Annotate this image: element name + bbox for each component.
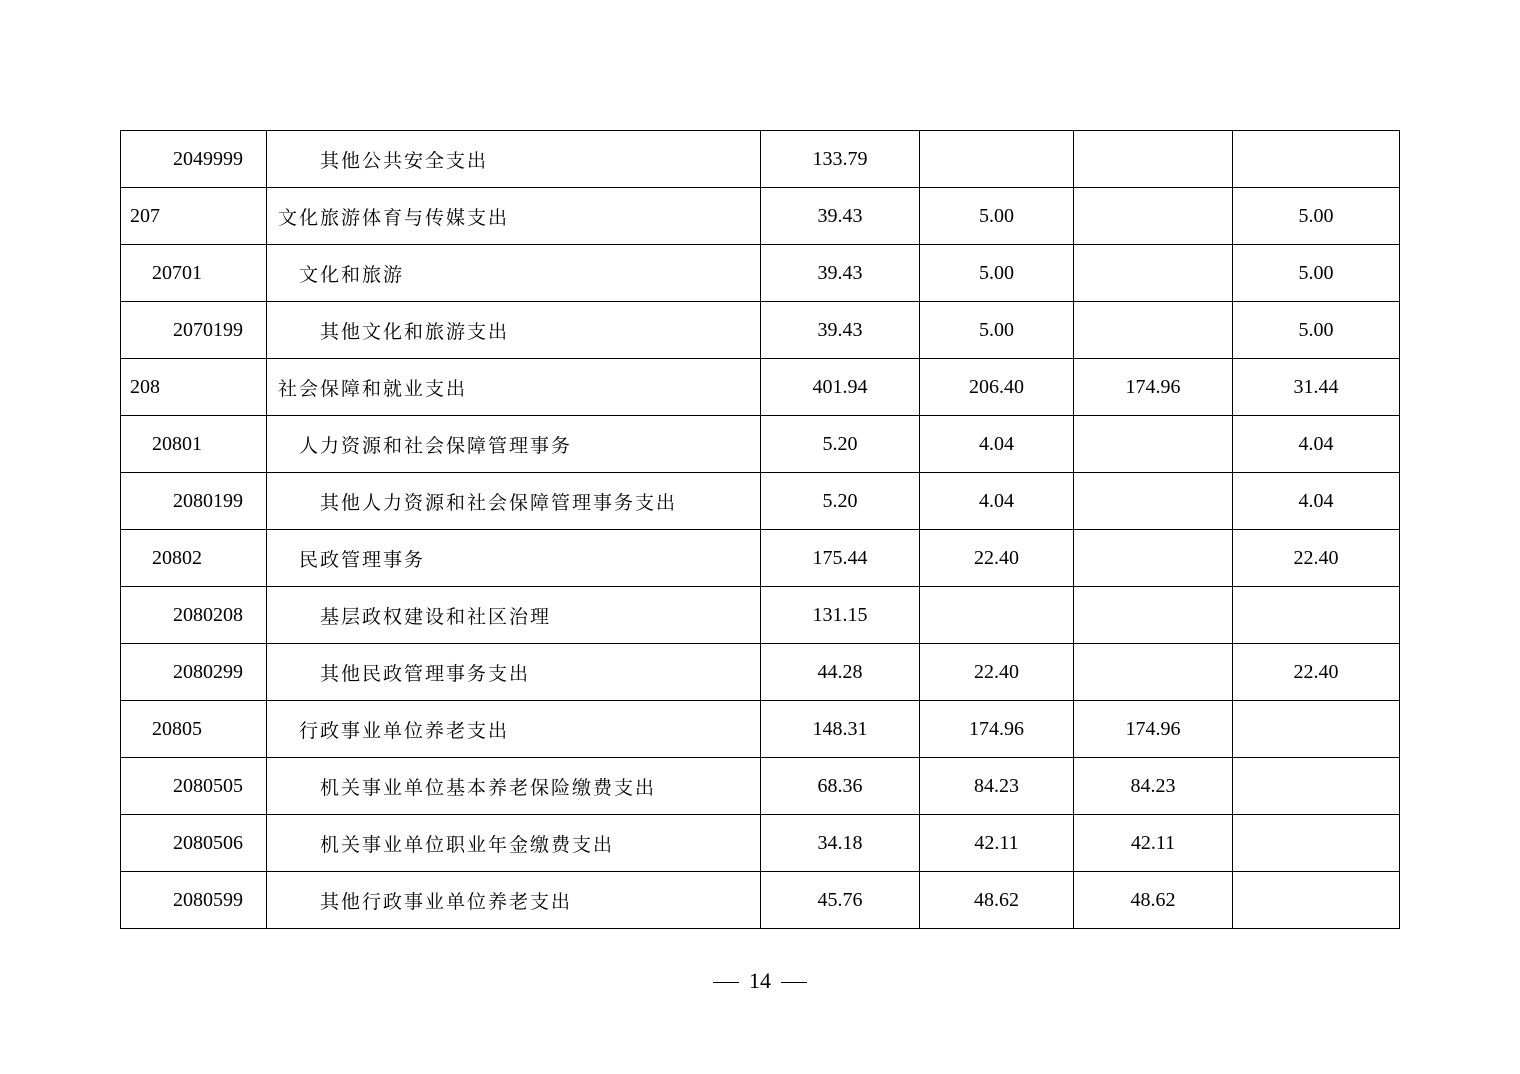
- table-row: [121, 587, 1400, 644]
- row-value-2: 84.23: [920, 758, 1074, 815]
- row-value-1: 175.44: [761, 530, 920, 587]
- row-value-1: 5.20: [761, 416, 920, 473]
- row-code: 2070199: [121, 302, 267, 359]
- row-value-3: [1074, 131, 1233, 188]
- row-value-2: [920, 587, 1074, 644]
- row-code: 2049999: [121, 131, 267, 188]
- row-name: 机关事业单位基本养老保险缴费支出: [267, 758, 761, 815]
- row-value-3: [1074, 188, 1233, 245]
- row-name: 其他公共安全支出: [267, 131, 761, 188]
- row-value-3: [1074, 416, 1233, 473]
- row-value-4: 5.00: [1233, 245, 1400, 302]
- page-footer: [0, 968, 1520, 994]
- row-value-3: [1074, 530, 1233, 587]
- table-row: [121, 644, 1400, 701]
- table-row: [121, 188, 1400, 245]
- row-name: 其他行政事业单位养老支出: [267, 872, 761, 929]
- row-name: 文化和旅游: [267, 245, 761, 302]
- row-value-4: [1233, 872, 1400, 929]
- footer-dash-right: [781, 982, 807, 983]
- row-value-1: 5.20: [761, 473, 920, 530]
- row-code: 20802: [121, 530, 267, 587]
- row-value-1: 39.43: [761, 245, 920, 302]
- row-value-1: 39.43: [761, 302, 920, 359]
- row-value-2: 206.40: [920, 359, 1074, 416]
- row-code: 208: [121, 359, 267, 416]
- row-value-2: 4.04: [920, 416, 1074, 473]
- row-value-2: 5.00: [920, 188, 1074, 245]
- row-value-3: 42.11: [1074, 815, 1233, 872]
- row-code: 2080208: [121, 587, 267, 644]
- row-value-4: 22.40: [1233, 644, 1400, 701]
- row-value-2: 22.40: [920, 644, 1074, 701]
- row-name: 人力资源和社会保障管理事务: [267, 416, 761, 473]
- row-value-4: 4.04: [1233, 473, 1400, 530]
- row-value-4: [1233, 587, 1400, 644]
- row-code: 20805: [121, 701, 267, 758]
- row-name: 社会保障和就业支出: [267, 359, 761, 416]
- row-value-1: 133.79: [761, 131, 920, 188]
- row-value-4: 31.44: [1233, 359, 1400, 416]
- row-code: 2080506: [121, 815, 267, 872]
- row-value-3: [1074, 245, 1233, 302]
- row-value-3: 48.62: [1074, 872, 1233, 929]
- row-code: 2080199: [121, 473, 267, 530]
- row-value-4: 4.04: [1233, 416, 1400, 473]
- row-value-4: 22.40: [1233, 530, 1400, 587]
- row-value-4: 5.00: [1233, 302, 1400, 359]
- row-value-3: [1074, 644, 1233, 701]
- table-row: [121, 815, 1400, 872]
- row-code: 20801: [121, 416, 267, 473]
- row-name: 文化旅游体育与传媒支出: [267, 188, 761, 245]
- row-name: 基层政权建设和社区治理: [267, 587, 761, 644]
- table-row: [121, 701, 1400, 758]
- table-row: [121, 872, 1400, 929]
- row-value-4: [1233, 131, 1400, 188]
- row-name: 机关事业单位职业年金缴费支出: [267, 815, 761, 872]
- row-value-2: 174.96: [920, 701, 1074, 758]
- table-row: [121, 302, 1400, 359]
- row-code: 207: [121, 188, 267, 245]
- row-value-1: 131.15: [761, 587, 920, 644]
- row-name: 其他民政管理事务支出: [267, 644, 761, 701]
- table-row: [121, 530, 1400, 587]
- row-value-1: 39.43: [761, 188, 920, 245]
- row-code: 20701: [121, 245, 267, 302]
- row-value-1: 68.36: [761, 758, 920, 815]
- row-name: 行政事业单位养老支出: [267, 701, 761, 758]
- row-code: 2080599: [121, 872, 267, 929]
- row-value-3: 174.96: [1074, 701, 1233, 758]
- row-code: 2080299: [121, 644, 267, 701]
- row-value-3: [1074, 473, 1233, 530]
- row-value-4: [1233, 815, 1400, 872]
- table-body: [121, 131, 1400, 929]
- row-name: 其他人力资源和社会保障管理事务支出: [267, 473, 761, 530]
- row-value-2: 42.11: [920, 815, 1074, 872]
- row-value-3: [1074, 587, 1233, 644]
- row-value-3: [1074, 302, 1233, 359]
- budget-table: [120, 130, 1400, 929]
- row-value-1: 34.18: [761, 815, 920, 872]
- footer-dash-left: [713, 982, 739, 983]
- table-row: [121, 359, 1400, 416]
- row-name: 其他文化和旅游支出: [267, 302, 761, 359]
- page-number: 14: [749, 968, 771, 993]
- row-value-2: 5.00: [920, 302, 1074, 359]
- table-row: [121, 245, 1400, 302]
- row-value-4: [1233, 758, 1400, 815]
- row-value-3: 174.96: [1074, 359, 1233, 416]
- row-value-4: 5.00: [1233, 188, 1400, 245]
- row-value-2: [920, 131, 1074, 188]
- row-value-4: [1233, 701, 1400, 758]
- row-value-2: 5.00: [920, 245, 1074, 302]
- row-code: 2080505: [121, 758, 267, 815]
- row-value-2: 4.04: [920, 473, 1074, 530]
- row-value-2: 22.40: [920, 530, 1074, 587]
- row-value-1: 401.94: [761, 359, 920, 416]
- row-value-1: 45.76: [761, 872, 920, 929]
- table-row: [121, 416, 1400, 473]
- row-value-2: 48.62: [920, 872, 1074, 929]
- row-name: 民政管理事务: [267, 530, 761, 587]
- table-row: [121, 758, 1400, 815]
- row-value-1: 44.28: [761, 644, 920, 701]
- table-row: [121, 131, 1400, 188]
- row-value-1: 148.31: [761, 701, 920, 758]
- table-row: [121, 473, 1400, 530]
- row-value-3: 84.23: [1074, 758, 1233, 815]
